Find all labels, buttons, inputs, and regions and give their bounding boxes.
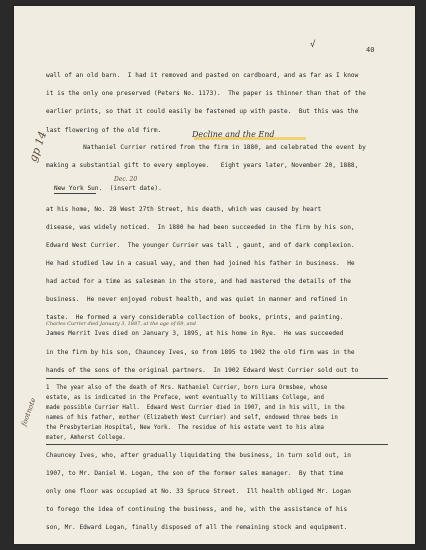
body-line: it is the only one preserved (Peters No. 1173). The paper is thinner than that of the xyxy=(46,90,366,97)
body-line: had acted for a time as salesman in the store, and had mastered the details of the xyxy=(46,278,351,285)
body-line: last flowering of the old firm. xyxy=(46,127,162,134)
footnote-line: names of his father, mother (Elizabeth West Currier) and self, endowed three beds in xyxy=(46,415,338,421)
handwritten-heading: Decline and the End xyxy=(192,130,275,139)
body-line: hands of the sons of the original partners. In 1902 Edward West Currier sold out to xyxy=(46,367,359,374)
body-line: only one floor was occupied at No. 33 Spruce Street. Ill health obliged Mr. Logan xyxy=(46,488,351,495)
body-line: to forego the idea of continuing the business, and he, with the assistance of his xyxy=(46,506,348,513)
body-line: Edward West Currier. The younger Currier was tall , gaunt, and of dark complexion. xyxy=(46,242,355,249)
insert-note: New York Sun. (insert date). xyxy=(54,185,162,192)
ives-annotation: Charles Currier died January 3, 1887, at the age of 69, and xyxy=(46,321,196,327)
margin-note: gp 14 xyxy=(26,129,50,164)
body-line: taste. He formed a very considerable collection of books, prints, and painting. xyxy=(46,314,344,321)
check-mark: √ xyxy=(310,40,316,50)
footnote-line: mater, Amherst College. xyxy=(46,435,126,441)
body-line: He had studied law in a casual way, and then had joined his father in business. He xyxy=(46,260,355,267)
footnote-line: the Presbyterian Hospital, New York. The residue of his estate went to his alma xyxy=(46,425,324,431)
footnote-line: estate, as is indicated in the Preface, went eventually to Williams College, and xyxy=(46,395,324,401)
footnote-line: 1 The year also of the death of Mrs. Nathaniel Currier, born Lura Ormsbee, whose xyxy=(46,385,328,391)
body-line: son, Mr. Edward Logan, finally disposed of all the remaining stock and equipment. xyxy=(46,524,348,531)
body-line: disease, was widely noticed. In 1880 he had been succeeded in the firm by his son, xyxy=(46,224,355,231)
body-line: in the firm by his son, Chauncey Ives, so from 1895 to 1902 the old firm was in the xyxy=(46,349,355,356)
body-line: wall of an old barn. I had it removed and pasted on cardboard, and as far as I know xyxy=(46,72,359,79)
body-line: Nathaniel Currier retired from the firm in 1880, and celebrated the event by xyxy=(46,144,366,151)
body-line: at his home, No. 28 West 27th Street, his death, which was caused by heart xyxy=(46,206,322,213)
body-line: earlier prints, so that it could easily be fastened up with paste. But this was the xyxy=(46,108,359,115)
body-line: making a substantial gift to every employee. Eight years later, November 20, 1888, xyxy=(46,162,359,169)
underline xyxy=(54,193,96,194)
body-line: business. He never enjoyed robust health, and was quiet in manner and refined in xyxy=(46,296,348,303)
footnote-divider xyxy=(46,378,388,379)
document-page xyxy=(14,6,415,544)
insert-annotation: Dec. 20 xyxy=(114,176,138,183)
body-line: Chauncey Ives, who, after gradually liquidating the business, in turn sold out, in xyxy=(46,452,351,459)
footnote-line: made possible Currier Hall. Edward West Currier died in 1907, and in his will, in the xyxy=(46,405,345,411)
margin-footnote-note: footnote xyxy=(19,396,38,428)
footnote-divider-bottom xyxy=(46,444,388,445)
body-line: James Merrit Ives died on January 3, 1895, at his home in Rye. He was succeeded xyxy=(46,330,344,337)
body-line: 1907, to Mr. Daniel W. Logan, the son of the former sales manager. By that time xyxy=(46,470,344,477)
page-number: 40 xyxy=(366,46,375,54)
